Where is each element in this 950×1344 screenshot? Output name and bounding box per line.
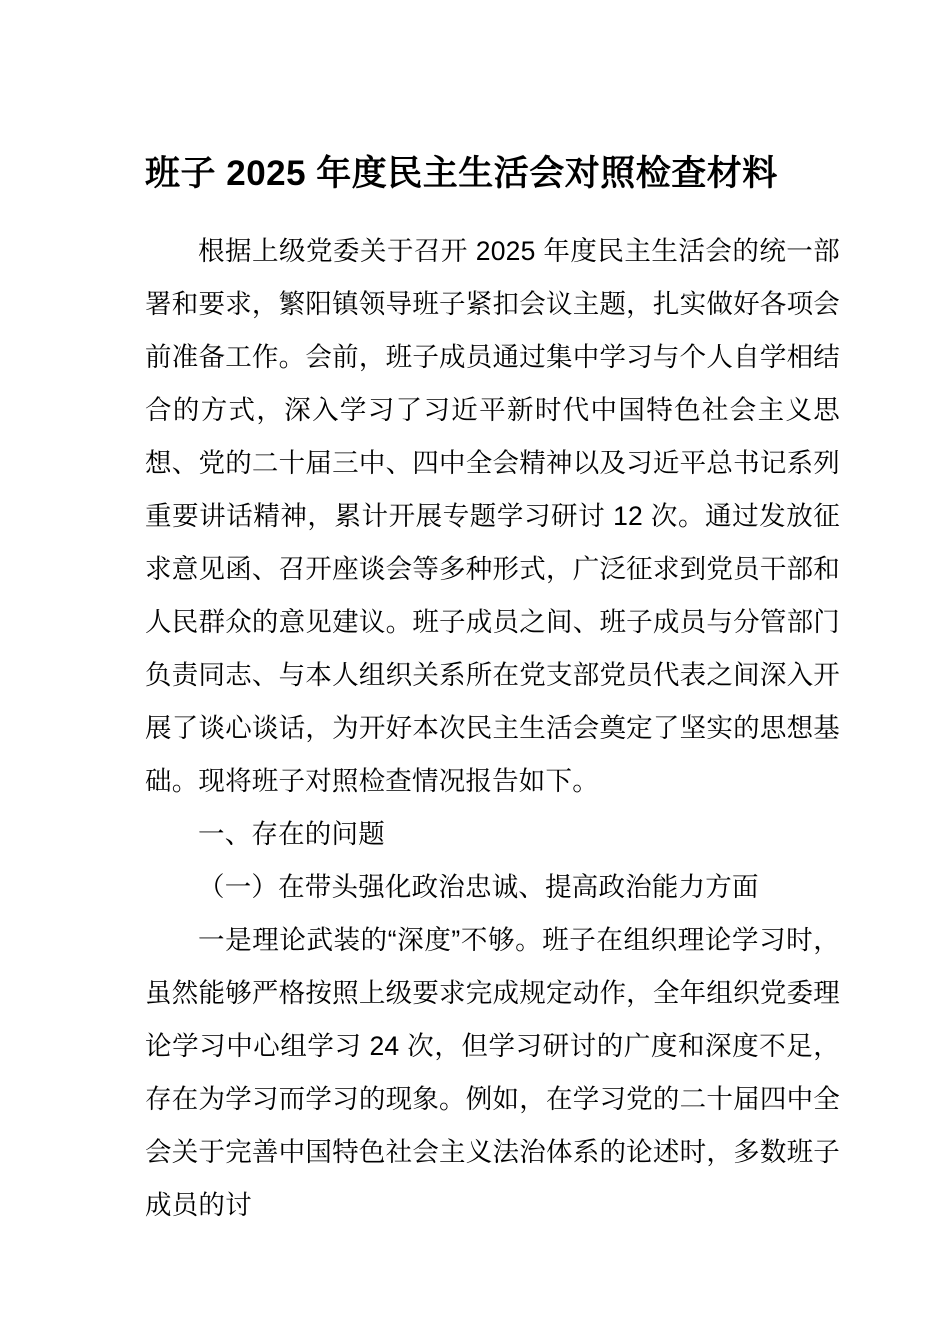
subsection-heading-political-loyalty: （一）在带头强化政治忠诚、提高政治能力方面 — [198, 872, 759, 903]
page-title: 班子 2025 年度民主生活会对照检查材料 — [145, 154, 778, 193]
body-paragraph: 一是理论武装的“深度”不够。班子在组织理论学习时，虽然能够严格按照上级要求完成规定动作，全年组织党委理论学习中心组学习 24 次，但学习研讨的广度和深度不足，存在为学习而学习的现象。例如，在学习党的二十届四中全会关于完善中国特色社会主义法治体系的论述时，多数班子成员的讨 — [145, 925, 840, 1221]
section-heading-problems: 一、存在的问题 — [198, 819, 385, 850]
body-paragraph: 根据上级党委关于召开 2025 年度民主生活会的统一部署和要求，繁阳镇领导班子紧扣会议主题，扎实做好各项会前准备工作。会前，班子成员通过集中学习与个人自学相结合的方式，深入学习了习近平新时代中国特色社会主义思想、党的二十届三中、四中全会精神以及习近平总书记系列重要讲话精神，累计开展专题学习研讨 12 次。通过发放征求意见函、召开座谈会等多种形式，广泛征求到党员干部和人民群众的意见建议。班子成员之间、班子成员与分管部门负责同志、与本人组织关系所在党支部党员代表之间深入开展了谈心谈话，为开好本次民主生活会奠定了坚实的思想基础。现将班子对照检查情况报告如下。 — [145, 236, 840, 797]
